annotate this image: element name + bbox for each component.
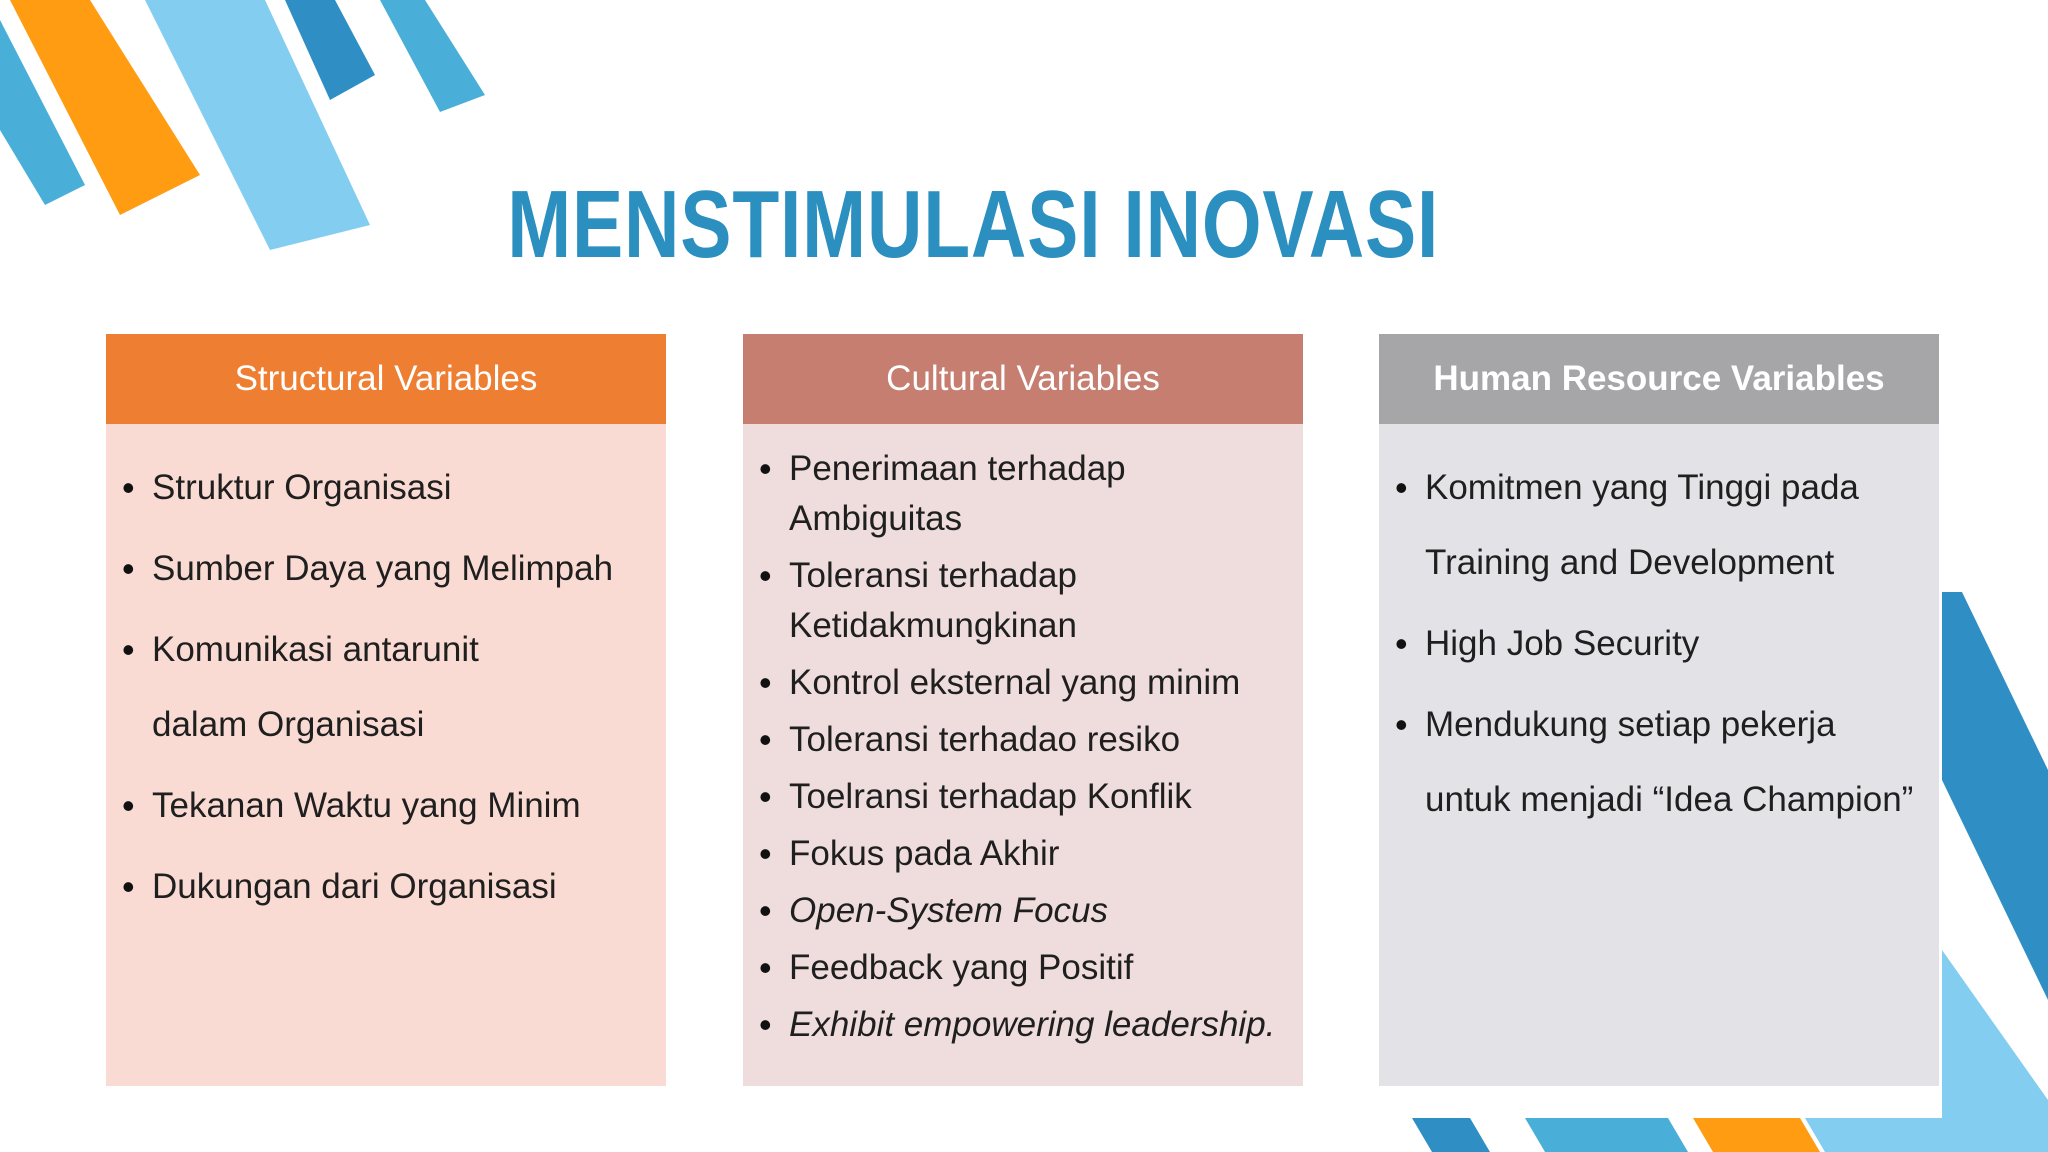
list-item: • Tekanan Waktu yang Minim	[106, 768, 646, 843]
stripe-right-dark-blue	[1942, 592, 2048, 1000]
list-item: • Toleransi terhadao resiko	[743, 715, 1289, 765]
list-item: • Exhibit empowering leadership.	[743, 1000, 1289, 1050]
stripe-bottom-light-blue	[1805, 1118, 1962, 1152]
list-item: • Komitmen yang Tinggi pada Training and Development	[1379, 450, 1885, 600]
human-resource-variables-card	[1379, 334, 1939, 1086]
card-header: Structural Variables	[106, 334, 666, 424]
cultural-variables-card	[743, 334, 1303, 1086]
card-header: Cultural Variables	[743, 334, 1303, 424]
cultural-list	[743, 424, 1303, 1050]
structural-list	[106, 424, 666, 924]
stripe-bottom-blue	[1525, 1118, 1688, 1152]
list-item: • Toelransi terhadap Konflik	[743, 772, 1289, 822]
stripe-top-left-blue-2	[380, 0, 485, 112]
list-item: • Feedback yang Positif	[743, 943, 1289, 993]
list-item: • Open-System Focus	[743, 886, 1289, 936]
structural-variables-card	[106, 334, 666, 1086]
stripe-right-light-blue	[1942, 950, 2048, 1152]
card-header: Human Resource Variables	[1379, 334, 1939, 424]
list-item: • Sumber Daya yang Melimpah	[106, 531, 646, 606]
stripe-bottom-dark-blue	[1412, 1118, 1490, 1152]
stripe-bottom-orange	[1693, 1118, 1820, 1152]
list-item: • Penerimaan terhadap Ambiguitas	[743, 444, 1149, 544]
list-item: • Toleransi terhadap Ketidakmungkinan	[743, 551, 1149, 651]
list-item: • Komunikasi antarunit dalam Organisasi	[106, 612, 582, 762]
list-item: • Mendukung setiap pekerja untuk menjadi “Idea Champion”	[1379, 687, 1925, 837]
list-item: • Fokus pada Akhir	[743, 829, 1289, 879]
page-title: MENSTIMULASI INOVASI	[507, 171, 1440, 278]
list-item: • Struktur Organisasi	[106, 450, 646, 525]
list-item: • Dukungan dari Organisasi	[106, 849, 646, 924]
list-item: • High Job Security	[1379, 606, 1925, 681]
human-resource-list	[1379, 424, 1939, 837]
list-item: • Kontrol eksternal yang minim	[743, 658, 1289, 708]
